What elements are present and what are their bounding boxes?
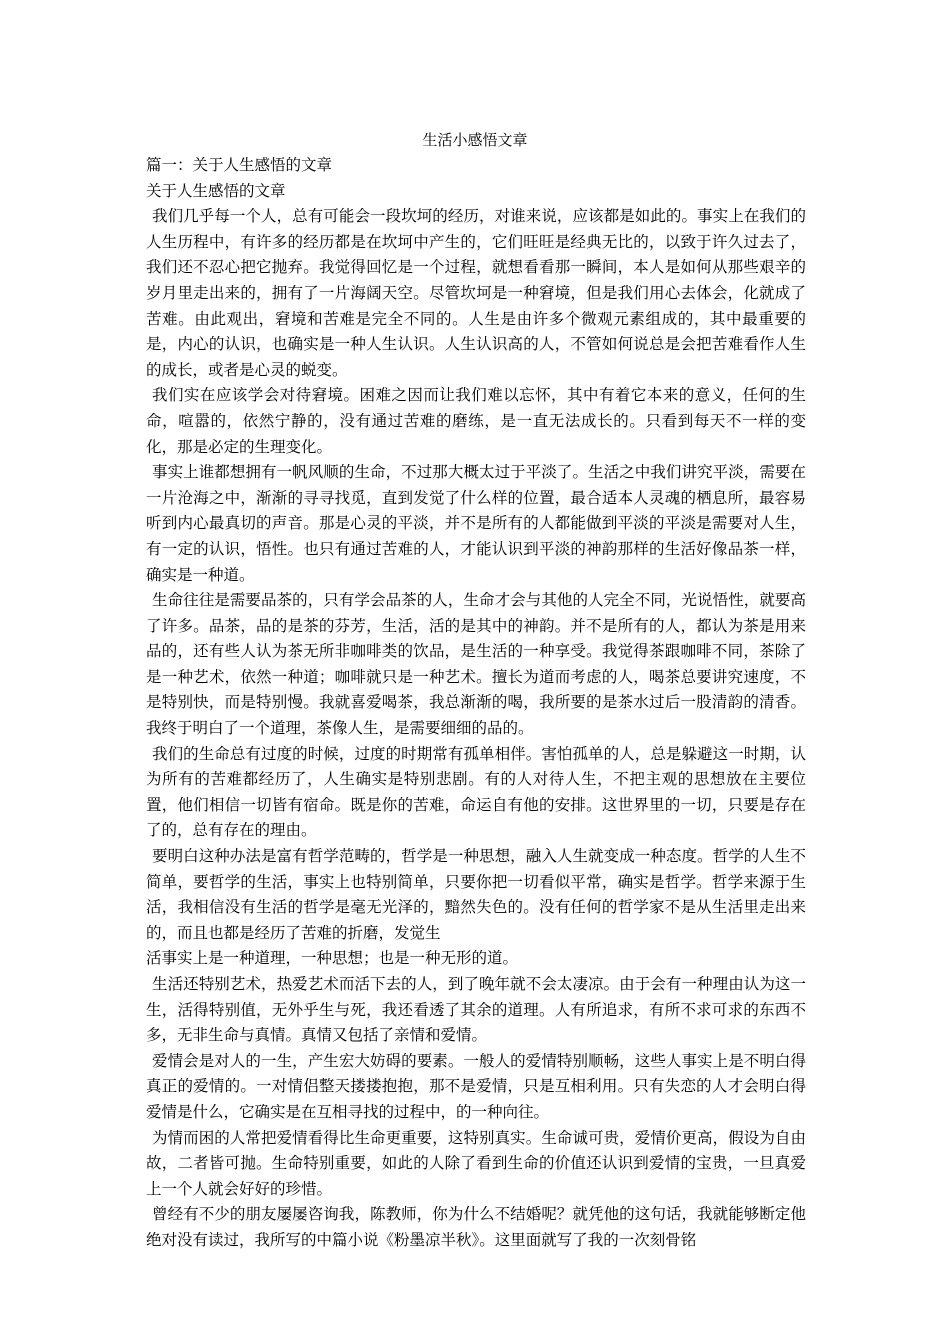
article-title: 关于人生感悟的文章 (146, 181, 286, 200)
paragraph: 我们几乎每一个人，总有可能会一段坎坷的经历，对谁来说，应该都是如此的。事实上在我们的人生历程中，有许多的经历都是在坎坷中产生的，它们旺旺是经典无比的，以致于许久过去了，我们还不忍心把它抛弃。我觉得回忆是一个过程，就想看看那一瞬间，本人是如何从那些艰辛的岁月里走出来的，拥有了一片海阔天空。尽管坎坷是一种窘境，但是我们用心去体会，化就成了苦难。由此观出，窘境和苦难是完全不同的。人生是由许多个微观元素组成的，其中最重要的是，内心的认识，也确实是一种人生认识。人生认识高的人，不管如何说总是会把苦难看作人生的成长，或者是心灵的蜕变。 (146, 207, 806, 379)
paragraph: 为情而困的人常把爱情看得比生命更重要，这特别真实。生命诚可贵，爱情价更高，假设为自由故，二者皆可抛。生命特别重要，如此的人除了看到生命的价值还认识到爱情的宝贵，一旦真爱上一个人就会好好的珍惜。 (146, 1128, 806, 1198)
paragraph: 生命往往是需要品茶的，只有学会品茶的人，生命才会与其他的人完全不同，光说悟性，就要高了许多。品茶，品的是茶的芬芳，生活，活的是其中的神韵。并不是所有的人，都认为茶是用来品的，还有些人认为茶无所非咖啡类的饮品，是生活的一种享受。我觉得茶跟咖啡不同，茶除了是一种艺术，依然一种道；咖啡就只是一种艺术。擅长为道而考虑的人，喝茶总要讲究速度，不是特别快，而是特别慢。我就喜爱喝茶，我总渐渐的喝，我所要的是茶水过后一股清韵的清香。我终于明白了一个道理，茶像人生，是需要细细的品的。 (146, 591, 806, 738)
section-heading: 篇一：关于人生感悟的文章 (146, 156, 333, 174)
paragraph: 生活还特别艺术，热爱艺术而活下去的人，到了晚年就不会太凄凉。由于会有一种理由认为这一生，活得特别值，无外乎生与死，我还看透了其余的道理。人有所追求，有所不求可求的东西不多，无非生命与真情。真情又包括了亲情和爱情。 (146, 975, 806, 1045)
paragraph: 事实上谁都想拥有一帆风顺的生命，不过那大概太过于平淡了。生活之中我们讲究平淡，需要在一片沧海之中，渐渐的寻寻找觅，直到发觉了什么样的位置，最合适本人灵魂的栖息所，最容易听到内心最真切的声音。那是心灵的平淡，并不是所有的人都能做到平淡的平淡是需要对人生，有一定的认识，悟性。也只有通过苦难的人，才能认识到平淡的神韵那样的生活好像品茶一样，确实是一种道。 (146, 463, 806, 584)
paragraph: 我们的生命总有过度的时候，过度的时期常有孤单相伴。害怕孤单的人，总是躲避这一时期，认为所有的苦难都经历了，人生确实是特别悲剧。有的人对待人生，不把主观的思想放在主要位置，他们相信一切皆有宿命。既是你的苦难，命运自有他的安排。这世界里的一切，只要是存在了的，总有存在的理由。 (146, 744, 806, 840)
paragraph: 曾经有不少的朋友屡屡咨询我，陈教师，你为什么不结婚呢？就凭他的这句话，我就能够断定他绝对没有读过，我所写的中篇小说《粉墨凉半秋》。这里面就写了我的一次刻骨铭 (146, 1205, 806, 1249)
paragraph: 活事实上是一种道理，一种思想；也是一种无形的道。 (146, 949, 519, 968)
paragraph: 我们实在应该学会对待窘境。困难之因而让我们难以忘怀，其中有着它本来的意义，任何的生命，喧嚣的，依然宁静的，没有通过苦难的磨练，是一直无法成长的。只看到每天不一样的变化，那是必定的生理变化。 (146, 386, 806, 456)
document-title: 生活小感悟文章 (422, 131, 528, 149)
paragraph: 要明白这种办法是富有哲学范畴的，哲学是一种思想，融入人生就变成一种态度。哲学的人生不简单，要哲学的生活，事实上也特别简单，只要你把一切看似平常，确实是哲学。哲学来源于生活，我相信没有生活的哲学是毫无光泽的，黯然失色的。没有任何的哲学家不是从生活里走出来的，而且也都是经历了苦难的折磨，发觉生 (146, 847, 806, 942)
document-body (146, 153, 806, 1254)
paragraph: 爱情会是对人的一生，产生宏大妨碍的要素。一般人的爱情特别顺畅，这些人事实上是不明白得真正的爱情的。一对情侣整天搂搂抱抱，那不是爱情，只是互相利用。只有失恋的人才会明白得爱情是什么，它确实是在互相寻找的过程中，的一种向往。 (146, 1051, 806, 1121)
